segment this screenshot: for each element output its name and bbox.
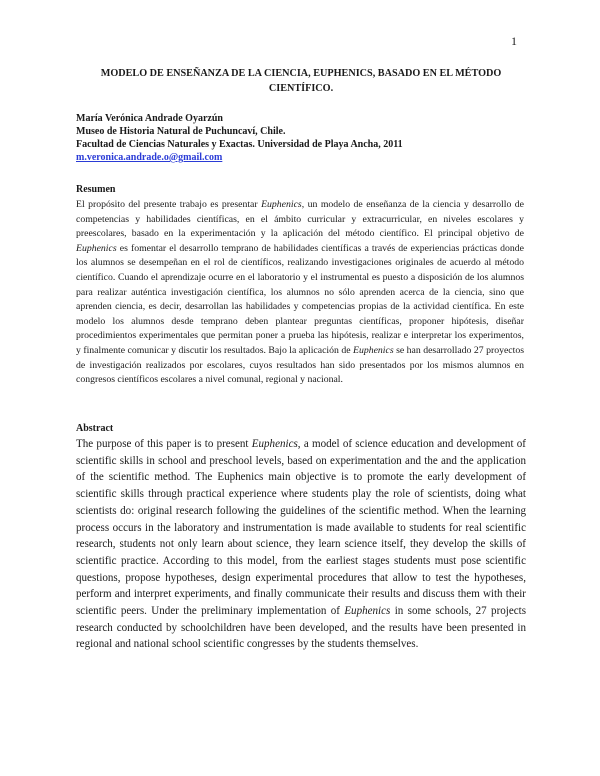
- author-block: [76, 112, 526, 164]
- abstract-paragraph: The purpose of this paper is to present Euphenics, a model of science education and development of scientific skills in school and preschool levels, based on experimentation and the and the application of the scientific method. The Euphenics main objective is to promote the early development of scientific skills through practical experience where students play the role of scientists, doing what scientists do: original research following the guidelines of the scientific method. When the learning process occurs in the laboratory and instrumentation is made available to students for real scientific research, students not only learn about science, they learn science itself, they develop the skills of scientific practice. According to this model, from the earliest stages students must pose scientific questions, propose hypotheses, design experimental procedures that allow to test the hypotheses, perform and interpret experiments, and finally communicate their results and discuss them with their scientific peers. Under the preliminary implementation of Euphenics in some schools, 27 projects research conducted by schoolchildren have been developed, and the results have been presented in regional and national school scientific congresses by the students themselves.: [76, 438, 527, 651]
- resumen-paragraph: El propósito del presente trabajo es presentar Euphenics, un modelo de enseñanza de la ciencia y desarrollo de competencias y habilidades científicas, en el ámbito curricular y extracurricular, en niveles escolares y preescolares, basado en la experimentación y la aplicación del método científico. El principal objetivo de Euphenics es fomentar el desarrollo temprano de habilidades científicas a través de experiencias prácticas donde los alumnos se desempeñan en el rol de científicos, realizando investigaciones originales de acuerdo al método científico. Cuando el aprendizaje ocurre en el laboratorio y el instrumental es puesto a disposición de los alumnos para realizar auténtica investigación científica, los alumnos no sólo aprenden acerca de la ciencia, sino que aprenden ciencia, es decir, desarrollan las habilidades y competencias propias de la actividad científica. En este modelo los alumnos desde temprano deben plantear preguntas científicas, proponer hipótesis, diseñar procedimientos experimentales que permitan poner a prueba las hipótesis, realizar e interpretar los experimentos, y finalmente comunicar y discutir los resultados. Bajo la aplicación de Euphenics se han desarrollado 27 proyectos de investigación realizados por escolares, cuyos resultados han sido presentados por los mismos alumnos en congresos científicos escolares a nivel comunal, regional y nacional.: [76, 199, 524, 386]
- author-affiliation-museum: Museo de Historia Natural de Puchuncaví, Chile.: [76, 126, 286, 137]
- resumen-heading: Resumen: [76, 184, 116, 195]
- page-number: 1: [511, 34, 517, 48]
- author-email-link[interactable]: m.veronica.andrade.o@gmail.com: [76, 152, 223, 163]
- author-name: María Verónica Andrade Oyarzún: [76, 113, 223, 124]
- author-affiliation-university: Facultad de Ciencias Naturales y Exactas. Universidad de Playa Ancha, 2011: [76, 139, 403, 150]
- paper-title: MODELO DE ENSEÑANZA DE LA CIENCIA, EUPHENICS, BASADO EN EL MÉTODO CIENTÍFICO.: [100, 68, 502, 94]
- abstract-heading: Abstract: [76, 423, 114, 434]
